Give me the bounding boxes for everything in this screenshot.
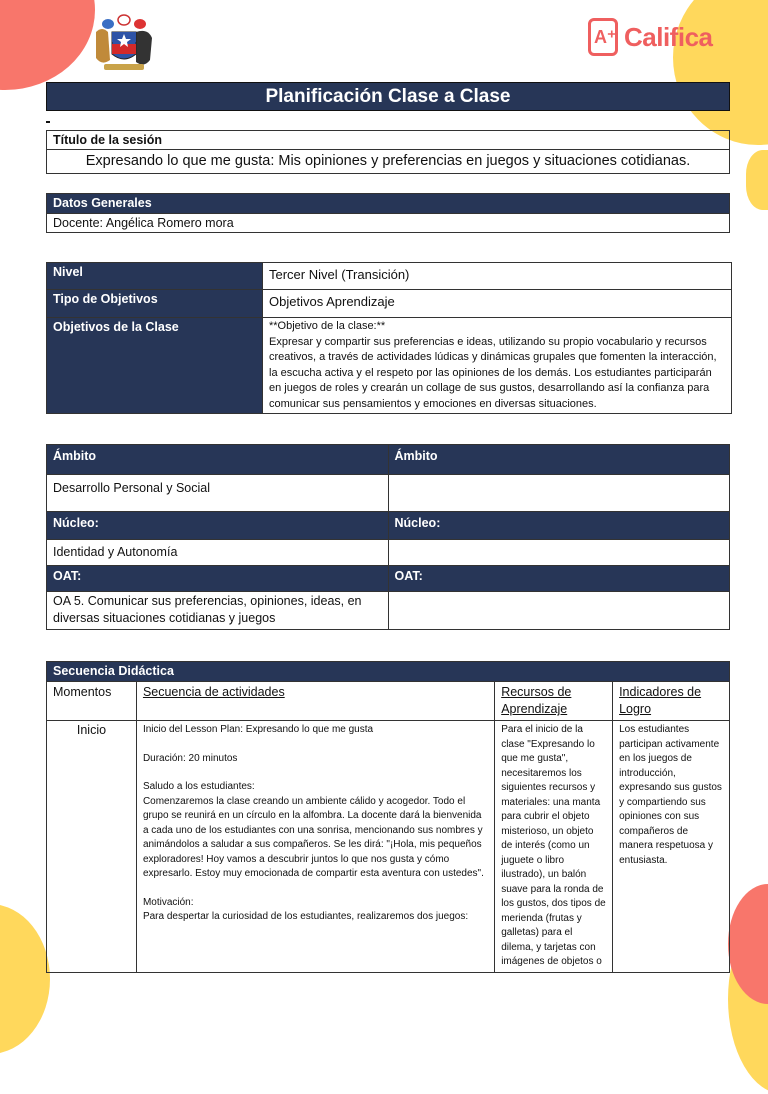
chile-coat-of-arms-icon xyxy=(86,10,162,76)
general-data-table xyxy=(46,193,730,233)
moment-inicio: Inicio xyxy=(47,721,137,973)
col-actividades: Secuencia de actividades xyxy=(136,682,494,721)
nucleo-label-left: Núcleo: xyxy=(47,512,389,540)
didactic-sequence-table xyxy=(46,661,730,973)
ambito-label-right: Ámbito xyxy=(388,445,729,475)
activity-line: Motivación: xyxy=(142,896,194,908)
col-recursos: Recursos de Aprendizaje xyxy=(495,682,613,721)
objective-type-value: Objetivos Aprendizaje xyxy=(263,290,732,318)
activity-line: Inicio del Lesson Plan: Expresando lo que me gusta xyxy=(142,724,374,735)
class-details-table xyxy=(46,262,732,414)
oat-label-left: OAT: xyxy=(47,566,389,592)
ambito-label-left: Ámbito xyxy=(47,445,389,475)
oat-value-right xyxy=(388,592,729,630)
oat-value-left: OA 5. Comunicar sus preferencias, opiniones, ideas, en diversas situaciones cotidianas y juegos xyxy=(47,592,389,630)
col-indicadores: Indicadores de Logro xyxy=(613,682,730,721)
ambito-value-left: Desarrollo Personal y Social xyxy=(47,475,389,512)
activity-paragraph: Comenzaremos la clase creando un ambiente cálido y acogedor. Todo el grupo se reunirá en un círculo en la alfombra. La docente dará la bienvenida a cada uno de los estudiantes con una sonrisa, mencionando sus nombres y animándolos a saludar a sus compañeros. Se les dirá: "¡Hola, mis pequeños exploradores! Hoy vamos a descubrir juntos lo que nos gusta y cómo expresarlo. Estoy muy emocionada de compartir esta aventura con ustedes". xyxy=(142,795,484,879)
nucleo-value-right xyxy=(388,540,729,566)
level-value: Tercer Nivel (Transición) xyxy=(263,263,732,290)
activity-line: Duración: 20 minutos xyxy=(142,752,238,764)
level-label: Nivel xyxy=(47,263,263,290)
ambito-value-right xyxy=(388,475,729,512)
activity-line: Saludo a los estudiantes: xyxy=(142,781,255,792)
teacher-name: Docente: Angélica Romero mora xyxy=(47,214,730,233)
document-title: Planificación Clase a Clase xyxy=(46,82,730,111)
califica-logo-icon: A⁺ xyxy=(588,18,618,56)
califica-logo xyxy=(588,18,713,56)
oat-label-right: OAT: xyxy=(388,566,729,592)
nucleo-value-left: Identidad y Autonomía xyxy=(47,540,389,566)
didactic-sequence-header: Secuencia Didáctica xyxy=(47,662,730,682)
col-momentos: Momentos xyxy=(47,682,137,721)
achievement-indicators: Los estudiantes participan activamente en los juegos de introducción, expresando sus gustos y compartiendo sus opiniones con sus compañeros de manera respetuosa y entusiasta. xyxy=(613,721,730,973)
objective-type-label: Tipo de Objetivos xyxy=(47,290,263,318)
session-title-value: Expresando lo que me gusta: Mis opiniones y preferencias en juegos y situaciones cotidianas. xyxy=(47,150,730,174)
class-objectives-value: **Objetivo de la clase:** Expresar y compartir sus preferencias e ideas, utilizando su propio vocabulario y recursos creativos, a través de actividades lúdicas y dinámicas grupales que fomenten la interacción, la escucha activa y el respeto por las opiniones de los demás. Los estudiantes participarán en juegos de roles y crearán un collage de sus gustos, desarrollando así la confianza para comunicar sus pensamientos y emociones en diversas situaciones. xyxy=(263,318,732,414)
session-title-table xyxy=(46,130,730,174)
activity-sequence xyxy=(136,721,494,973)
activity-line: Para despertar la curiosidad de los estudiantes, realizaremos dos juegos: xyxy=(142,911,469,922)
curriculum-table xyxy=(46,444,730,630)
session-title-label: Título de la sesión xyxy=(47,131,730,150)
learning-resources: Para el inicio de la clase "Expresando lo que me gusta", necesitaremos los siguientes recursos y materiales: una manta para cubrir el objeto misterioso, un objeto de interés (como un juguete o libro ilustrado), un balón suave para la ronda de los gustos, dos tipos de merienda (frutas y galletas) para el dilema, y tarjetas con imágenes de objetos o xyxy=(495,721,613,973)
nucleo-label-right: Núcleo: xyxy=(388,512,729,540)
califica-logo-text: Califica xyxy=(624,21,713,52)
general-data-header: Datos Generales xyxy=(47,194,730,214)
class-objectives-label: Objetivos de la Clase xyxy=(47,318,263,414)
divider-mark xyxy=(46,121,50,123)
